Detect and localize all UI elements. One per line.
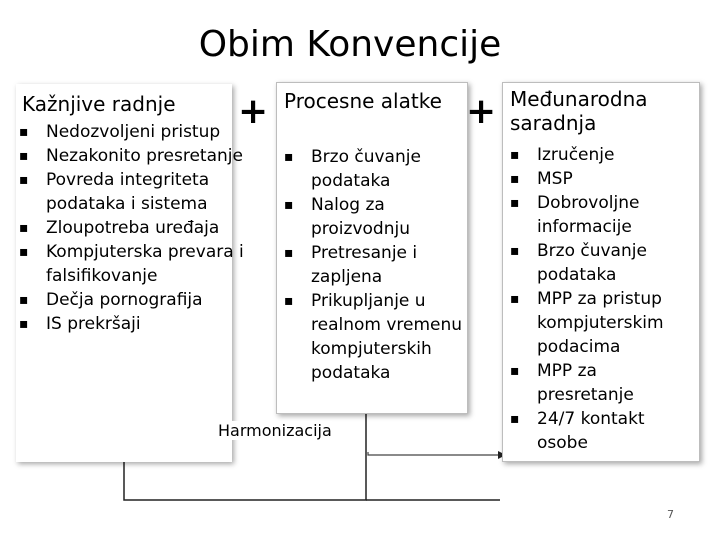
list-item: ▪ Dobrovoljne informacije (507, 191, 699, 239)
slide-title: Obim Konvencije (198, 24, 502, 65)
international-cooperation-heading: Međunarodna saradnja (510, 87, 648, 135)
list-item: ▪ Kompjuterska prevara i falsifikovanje (16, 240, 248, 288)
list-item: ▪ MPP za presretanje (507, 359, 699, 407)
international-cooperation-box (502, 82, 700, 462)
connector-arrow-up (368, 452, 500, 455)
criminal-acts-list (16, 120, 248, 336)
list-item: ▪ Prikupljanje u realnom vremenu kompjuterskih podataka (281, 289, 467, 385)
procedural-tools-box (276, 82, 468, 414)
list-item: ▪ Nezakonito presretanje (16, 144, 248, 168)
list-item: ▪ IS prekršaji (16, 312, 248, 336)
criminal-acts-heading: Kažnjive radnje (22, 92, 176, 116)
plus-icon: + (238, 91, 269, 132)
list-item: ▪ Zloupotreba uređaja (16, 216, 248, 240)
page-number: 7 (667, 508, 674, 521)
list-item: ▪ Povreda integriteta podataka i sistema (16, 168, 248, 216)
list-item: ▪ Nalog za proizvodnju (281, 193, 467, 241)
criminal-acts-box (16, 84, 244, 462)
list-item: ▪ Dečja pornografija (16, 288, 248, 312)
procedural-tools-list (281, 145, 467, 385)
list-item: ▪ Brzo čuvanje podataka (281, 145, 467, 193)
list-item: ▪ Izručenje (507, 143, 699, 167)
list-item: ▪ Nedozvoljeni pristup (16, 120, 248, 144)
list-item: ▪ Brzo čuvanje podataka (507, 239, 699, 287)
plus-icon: + (466, 91, 497, 132)
list-item: ▪ MSP (507, 167, 699, 191)
list-item: ▪ MPP za pristup kompjuterskim podacima (507, 287, 699, 359)
procedural-tools-heading: Procesne alatke (284, 89, 442, 113)
international-cooperation-list (507, 143, 699, 455)
list-item: ▪ Pretresanje i zapljena (281, 241, 467, 289)
harmonization-label: Harmonizacija (218, 421, 332, 440)
list-item: ▪ 24/7 kontakt osobe (507, 407, 699, 455)
